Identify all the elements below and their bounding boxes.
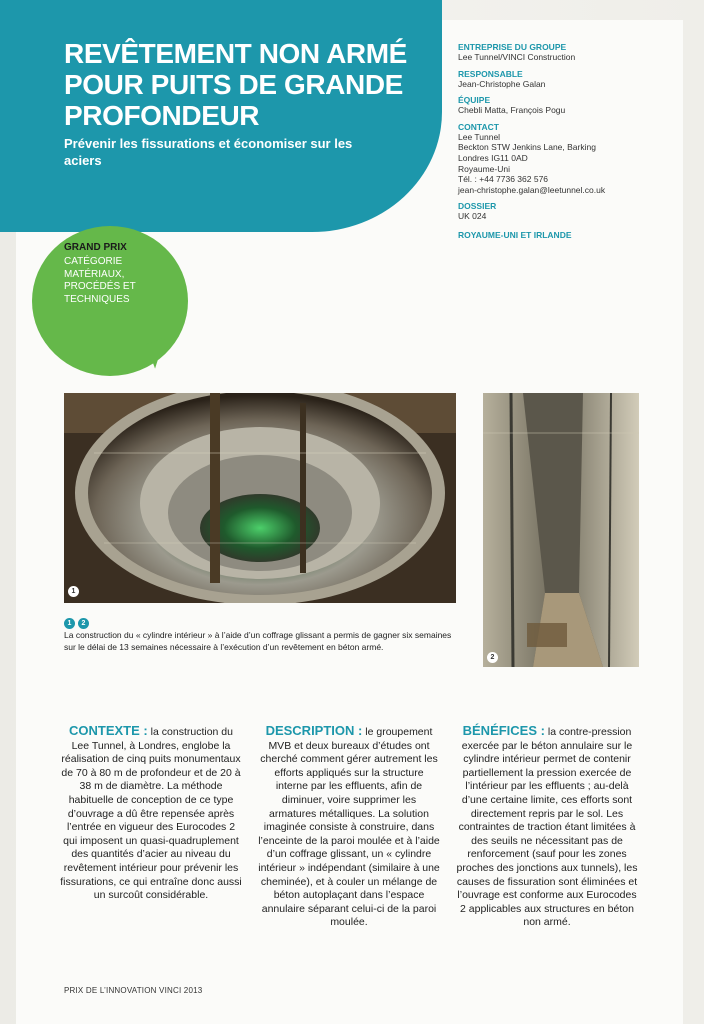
- info-value: Chebli Matta, François Pogu: [458, 105, 566, 116]
- photo-number-badge: 1: [68, 586, 79, 597]
- info-contact: [458, 122, 648, 196]
- info-value: Londres IG11 0AD: [458, 152, 528, 163]
- column-description: [258, 724, 440, 930]
- email-address: jean-christophe.galan@leetunnel.co.uk: [458, 184, 606, 195]
- award-heading: GRAND PRIX: [64, 242, 127, 253]
- column-heading: CONTEXTE :: [69, 723, 148, 738]
- column-context: [60, 724, 242, 903]
- corridor-illustration: [483, 393, 639, 667]
- info-value: Lee Tunnel/VINCI Construction: [458, 52, 576, 62]
- info-label: ÉQUIPE: [458, 95, 491, 106]
- column-text: la contre-pression exercée par le béton annulaire sur le cylindre intérieur permet de contenir partiellement la pression exercée de l’intérieur par les effluents ; au-delà d’une certaine limite, ces efforts sont directement repris par le sol. Les contraintes de traction étant limitées à des seuils ne nécessitant pas de renforcement (sauf pour les zones proches des jonctions aux tunnels), les causes de fissuration sont éliminées et l’ouvrage est conforme aux Eurocodes 2 applicables aux structures en béton non armé.: [456, 726, 638, 929]
- page-footer: PRIX DE L’INNOVATION VINCI 2013: [64, 986, 203, 995]
- column-heading: BÉNÉFICES :: [462, 723, 545, 738]
- shaft-illustration: [64, 393, 456, 603]
- photo-caption: La construction du « cylindre intérieur » à l’aide d’un coffrage glissant a permis de gagner six semaines sur le délai de 13 semaines nécessaire à l’exécution d’un revêtement en béton armé.: [64, 630, 452, 652]
- info-company: [458, 42, 648, 63]
- info-value: Lee Tunnel: [458, 131, 501, 142]
- phone-number: Tél. : +44 7736 362 576: [458, 174, 549, 185]
- info-region: ROYAUME-UNI ET IRLANDE: [458, 229, 572, 240]
- photo-shaft-overview: [64, 393, 456, 603]
- caption-number-badge: 2: [78, 618, 89, 629]
- award-category: [64, 256, 184, 306]
- page-title: REVÊTEMENT NON ARMÉ POUR PUITS DE GRANDE PROFONDEUR: [64, 38, 407, 131]
- photo-number-badge: 2: [487, 652, 498, 663]
- info-label: DOSSIER: [458, 201, 497, 212]
- project-info: [458, 42, 648, 240]
- column-benefits: [456, 724, 638, 930]
- info-file: [458, 201, 648, 222]
- column-text: le groupement MVB et deux bureaux d’études ont cherché comment gérer autrement les efforts appliqués sur la structure interne par les effluents, afin de diminuer, voire supprimer les armatures métalliques. La solution imaginée consiste à construire, dans l’enceinte de la paroi moulée et à l’aide d’un coffrage glissant, un « cylindre intérieur » indépendant (similaire à une cheminée), et à couler un mélange de béton autoplaçant dans l’espace annulaire séparant celui-ci de la paroi moulée.: [258, 726, 440, 929]
- info-label: RESPONSABLE: [458, 68, 523, 79]
- info-value: Royaume-Uni: [458, 163, 510, 174]
- photo-annular-space: [483, 393, 639, 667]
- page-subtitle: Prévenir les fissurations et économiser sur les aciers: [64, 136, 353, 168]
- info-manager: [458, 69, 648, 90]
- column-heading: DESCRIPTION :: [265, 723, 363, 738]
- info-value: Jean-Christophe Galan: [458, 78, 546, 89]
- award-line: MATÉRIAUX,: [64, 268, 125, 280]
- caption-numbers: [64, 612, 92, 630]
- info-team: [458, 95, 648, 116]
- info-value: UK 024: [458, 211, 487, 222]
- award-line: TECHNIQUES: [64, 293, 130, 305]
- column-text: la construction du Lee Tunnel, à Londres, englobe la réalisation de cinq puits monumentaux de 70 à 80 m de profondeur et de 20 à 38 m de diamètre. La méthode habituelle de conception de ce type d’ouvrage a dû être repensée après l’entrée en vigueur des Eurocodes 2 qui imposent un quasi-quadruplement des quantités d’acier au niveau du revêtement intérieur pour prévenir les fissurations, ce qui entraîne donc aussi un surcoût considérable.: [60, 726, 242, 902]
- award-line: CATÉGORIE: [64, 256, 123, 267]
- info-label: CONTACT: [458, 121, 499, 132]
- caption-number-badge: 1: [64, 618, 75, 629]
- award-line: PROCÉDÉS ET: [64, 281, 136, 292]
- info-label: ENTREPRISE DU GROUPE: [458, 42, 567, 52]
- info-value: Beckton STW Jenkins Lane, Barking: [458, 142, 596, 153]
